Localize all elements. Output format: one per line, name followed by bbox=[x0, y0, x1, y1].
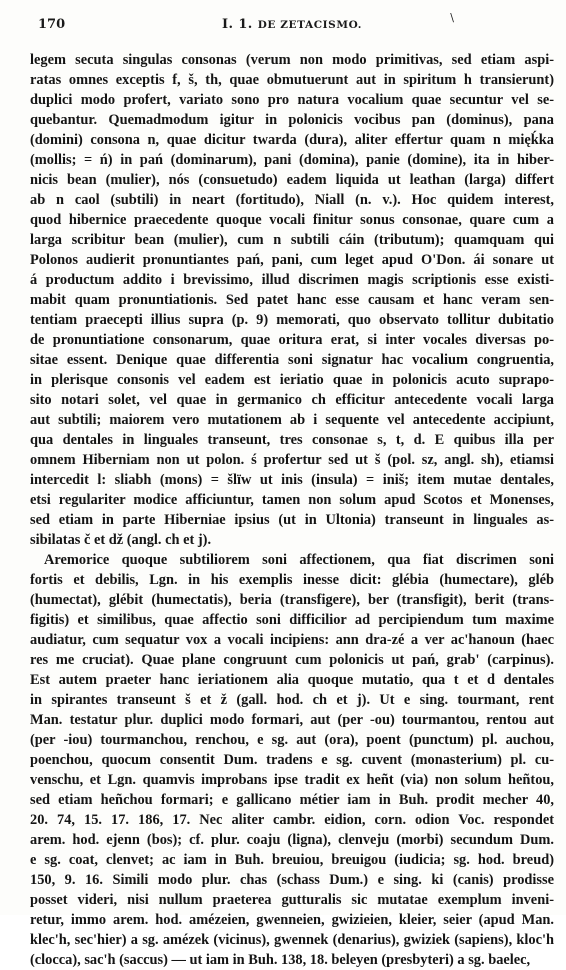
running-header bbox=[38, 11, 546, 35]
text-line: omnem Hiberniam non ut polon. ś profertur sed ut š (pol. sz, angl. sh), etiamsi bbox=[30, 452, 554, 468]
text-line: fortis et debilis, Lgn. in his exemplis inesse dicit: glébia (humectare), gléb bbox=[30, 572, 554, 588]
text-line: 150, 9. 16. Simili modo plur. chas (schass Dum.) e sing. ki (canis) prodisse bbox=[30, 872, 554, 888]
text-line: qua dentales in linguales transeunt, tres consonae s, t, d. E quibus illa per bbox=[30, 432, 554, 448]
text-line: sed etiam heñchou formari; e gallicano métier iam in Buh. prodit mecher 40, bbox=[30, 792, 554, 808]
text-line: legem secuta singulas consonas (verum non modo primitivas, sed etiam aspi- bbox=[30, 52, 554, 68]
text-line: in plerisque consonis vel eadem est ieriatio quae in polonicis acuto suprapo- bbox=[30, 372, 554, 388]
paragraph bbox=[30, 50, 554, 550]
paragraph bbox=[30, 550, 554, 970]
text-line: Man. testatur plur. duplici modo formari, aut (per -ou) tourmantou, rentou aut bbox=[30, 712, 554, 728]
text-line: klec'h, sec'hier) a sg. amézek (vicinus), gwennek (denarius), gwiziek (sapiens), kloc'h bbox=[30, 932, 554, 948]
text-line: (humectat), glébit (humectatis), beria (transfigere), ber (transfigit), berit (trans- bbox=[30, 592, 554, 608]
text-line: Polonos audierit pronuntiantes pań, pani, cum leget apud O'Don. ái sonare ut bbox=[30, 252, 554, 268]
text-line: venschu, et Lgn. quamvis improbans ipse tradit ex heñt (via) non solum heñtou, bbox=[30, 772, 554, 788]
text-line: Aremorice quoque subtiliorem soni affectionem, qua fiat discrimen soni bbox=[44, 552, 554, 568]
text-line: e sg. coat, clenvet; ac iam in Buh. breuiou, breuigou (iudicia; sg. hod. breud) bbox=[30, 852, 554, 868]
text-line: etsi regulariter modice afficiuntur, tamen non solum apud Scotos et Monenses, bbox=[30, 492, 554, 508]
text-line: posset videri, nisi nullum praeterea gutturalis sic mutatae exemplum inveni- bbox=[30, 892, 554, 908]
text-line: á productum addito i brevissimo, illud discrimen magis scriptionis esse existi- bbox=[30, 272, 554, 288]
header-mark: \ bbox=[450, 11, 454, 24]
text-line: tentiam praecepti illius supra (p. 9) memorati, quo observato tollitur dubitatio bbox=[30, 312, 554, 328]
text-line: sed etiam in parte Hiberniae ipsius (ut in Ultonia) transeunt in linguales as- bbox=[30, 512, 554, 528]
text-line: (domini) consona n, quae dicitur twarda (dura), aliter effertur quam n mięḱka bbox=[30, 132, 554, 148]
body-text bbox=[30, 50, 554, 970]
text-line: ratas omnes exceptis f, š, th, quae obmutuerunt aut in spiritum h transierunt) bbox=[30, 72, 554, 88]
text-line: intercedit l: sliabh (mons) = šlïw ut inis (insula) = iniš; item mutae dentales, bbox=[30, 472, 554, 488]
text-line: sibilatas č et dž (angl. ch et j). bbox=[30, 532, 212, 548]
page-number: 170 bbox=[38, 17, 66, 32]
text-line: ab n caol (subtili) in neart (fortitudo), Niall (n. v.). Hoc quidem interest, bbox=[30, 192, 554, 208]
text-line: (mollis; = ń) in pań (dominarum), pani (domina), panie (domine), ita in hiber- bbox=[30, 152, 554, 168]
text-line: (clocca), sac'h (saccus) — ut iam in Buh. 138, 18. beleyen (presbyteri) a sg. baelec, bbox=[30, 952, 531, 968]
text-line: audiatur, cum sequatur vox a vocali incipiens: ann dra-zé a ver ac'hanoun (haec bbox=[30, 632, 554, 648]
running-title-main: DE ZETACISMO. bbox=[257, 19, 362, 31]
text-line: larga scribitur bean (mulier), cum n subtili cáin (tributum); quamquam qui bbox=[30, 232, 554, 248]
text-line: duplici modo profert, variato sono pro natura vocalium quae secuntur vel se- bbox=[30, 92, 554, 108]
text-line: in spirantes transeunt š et ž (gall. hod. ch et j). Ut e sing. tourmant, rent bbox=[30, 692, 554, 708]
text-line: quod hibernice praecedente quoque vocali finitur sonus consonae, quare cum a bbox=[30, 212, 554, 228]
text-line: aut subtili; maiorem vero mutationem ab i sequente vel antecedente accipiunt, bbox=[30, 412, 554, 428]
running-title bbox=[38, 17, 546, 32]
running-title-prefix: I. 1. bbox=[222, 17, 253, 32]
text-line: retur, immo arem. hod. amézeien, gwenneien, gwizieien, kleier, seier (apud Man. bbox=[30, 912, 554, 928]
text-line: mabit quam pronuntiationis. Sed patet hanc esse causam et hanc veram sen- bbox=[30, 292, 554, 308]
text-line: sitae essent. Denique quae differentia soni signatur hac vocalium congruentia, bbox=[30, 352, 554, 368]
text-line: nicis bean (mulier), nós (consuetudo) eadem liquida ut leathan (larga) differt bbox=[30, 172, 554, 188]
text-line: poenchou, quocum consentit Dum. tradens e sg. cuvent (monasterium) pl. cu- bbox=[30, 752, 554, 768]
text-line: 20. 74, 15. 17. 186, 17. Nec aliter cambr. eidion, corn. odion Voc. respondet bbox=[30, 812, 554, 828]
text-line: quebantur. Quemadmodum igitur in polonicis vocibus pan (dominus), pana bbox=[30, 112, 554, 128]
text-line: figitis) et similibus, quae affectio soni difficilior ad percipiendum tum maxime bbox=[30, 612, 554, 628]
text-line: Est autem praeter hanc ieriationem alia quoque mutatio, qua t et d dentales bbox=[30, 672, 554, 688]
text-line: sito notari solet, vel quae in germanico ch efficitur antecedente vocali larga bbox=[30, 392, 554, 408]
text-line: res me cruciat). Quae plane congruunt cum polonicis ut pań, grab' (carpinus). bbox=[30, 652, 554, 668]
text-line: de pronuntiatione consonarum, quae oritura erat, si inter vocales diversas po- bbox=[30, 332, 554, 348]
text-line: (per -iou) tourmanchou, renchou, e sg. aut (ora), poent (punctum) pl. auchou, bbox=[30, 732, 554, 748]
text-line: arem. hod. ejenn (bos); cf. plur. coaju (ligna), clenveju (morbi) secundum Dum. bbox=[30, 832, 554, 848]
